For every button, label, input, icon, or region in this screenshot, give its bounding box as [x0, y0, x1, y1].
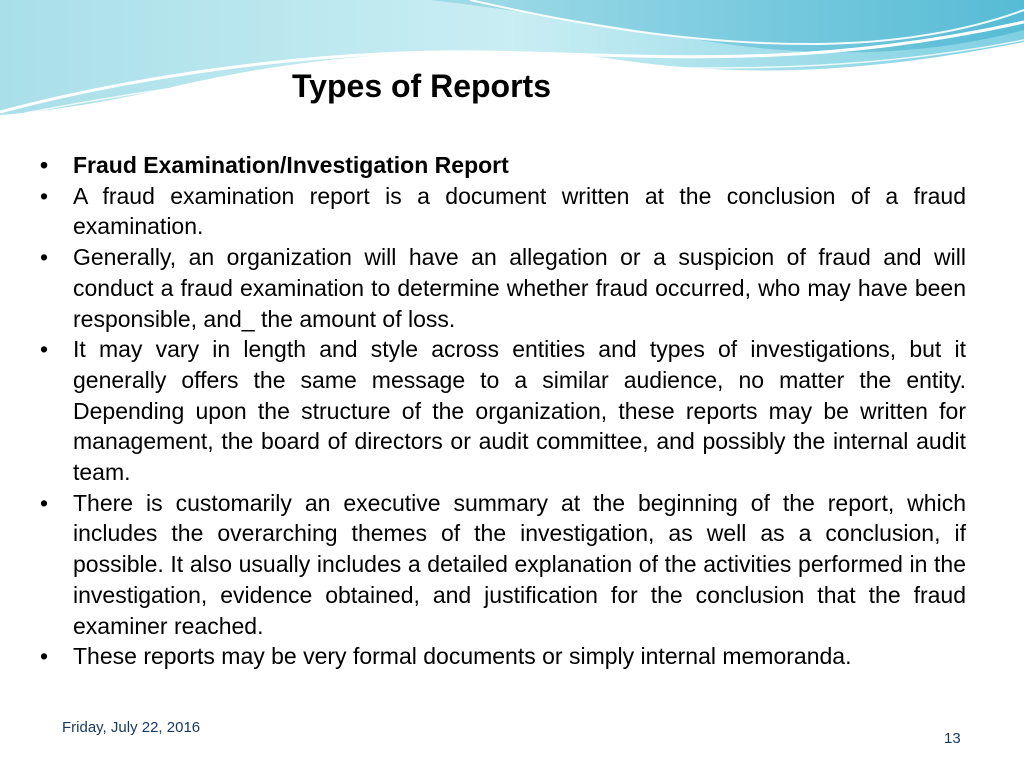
bullet-item	[40, 150, 966, 181]
header-wave-decoration	[0, 0, 1024, 130]
bullet-text: These reports may be very formal documents or simply internal memoranda.	[73, 643, 852, 670]
bullet-marker: •	[40, 336, 49, 363]
bullet-text: Generally, an organization will have an allegation or a suspicion of fraud and will conduct a fraud examination to determine whether fraud occurred, who may have been responsible, and_ the amount of loss.	[73, 244, 966, 332]
bullet-marker: •	[40, 152, 49, 178]
bullet-item	[40, 641, 966, 672]
bullet-marker: •	[40, 643, 49, 670]
slide-title: Types of Reports	[292, 68, 551, 104]
bullet-text: Fraud Examination/Investigation Report	[73, 152, 509, 178]
bullet-item	[40, 181, 966, 242]
bullet-marker: •	[40, 489, 49, 516]
bullet-text: It may vary in length and style across entities and types of investigations, but it generally offers the same message to a similar audience, no matter the entity. Depending upon the structure of the organization, these reports may be written for management, the board of directors or audit committee, and possibly the internal audit team.	[73, 336, 966, 486]
bullet-item	[40, 334, 966, 488]
bullet-text: A fraud examination report is a document written at the conclusion of a fraud examination.	[73, 182, 966, 240]
bullet-text: There is customarily an executive summary at the beginning of the report, which includes the overarching themes of the investigation, as well as a conclusion, if possible. It also usually includes a detailed explanation of the activities performed in the investigation, evidence obtained, and justification for the conclusion that the fraud examiner reached.	[73, 489, 966, 639]
bullet-marker: •	[40, 244, 49, 271]
bullet-item	[40, 242, 966, 334]
bullet-list	[40, 150, 966, 672]
slide-number: 13	[944, 730, 961, 747]
bullet-item	[40, 488, 966, 642]
footer-date: Friday, July 22, 2016	[62, 719, 201, 736]
bullet-marker: •	[40, 182, 49, 209]
